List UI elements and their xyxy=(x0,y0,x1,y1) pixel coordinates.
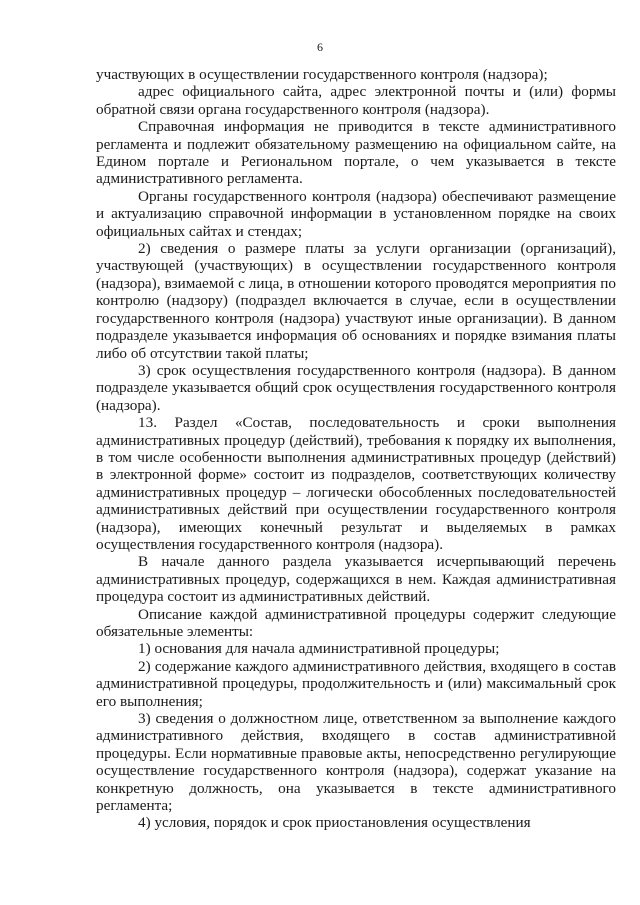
paragraph-info-placement: Органы государственного контроля (надзора) обеспечивают размещение и актуализацию справочной информации в установленном порядке на своих официальных сайтах и стендах; xyxy=(96,187,616,240)
paragraph-reference-info: Справочная информация не приводится в тексте административного регламента и подлежит обязательному размещению на официальном сайте, на Едином портале и Региональном портале, о чем указывается в тексте административного регламента. xyxy=(96,118,616,188)
paragraph-website-address: адрес официального сайта, адрес электронной почты и (или) формы обратной связи органа государственного контроля (надзора). xyxy=(96,83,616,118)
document-body xyxy=(96,66,616,832)
paragraph-element-1: 1) основания для начала административной процедуры; xyxy=(138,640,500,658)
paragraph-item-2-fee: 2) сведения о размере платы за услуги организации (организаций), участвующей (участвующих) в осуществлении государственного контроля (надзора), взимаемой с лица, в отношении которого проводятся мероприятия по контролю (надзору) (подраздел включается в случае, если в осуществлении государственного контроля (надзора) участвуют иные организации). В данном подразделе указывается информация об основаниях и порядке взимания платы либо об отсутствии такой платы; xyxy=(96,240,616,362)
paragraph-procedure-description: Описание каждой административной процедуры содержит следующие обязательные элементы: xyxy=(96,605,616,640)
paragraph-element-3: 3) сведения о должностном лице, ответственном за выполнение каждого административного действия, входящего в состав административной процедуры. Если нормативные правовые акты, непосредственно регулирующие осуществление государственного контроля (надзора), содержат указание на конкретную должность, она указывается в тексте административного регламента; xyxy=(96,710,616,815)
paragraph-element-4: 4) условия, порядок и срок приостановления осуществления xyxy=(138,814,531,832)
paragraph-procedures-list: В начале данного раздела указывается исчерпывающий перечень административных процедур, содержащихся в нем. Каждая административная процедура состоит из административных действий. xyxy=(96,553,616,606)
paragraph-section-13: 13. Раздел «Состав, последовательность и сроки выполнения административных процедур (действий), требования к порядку их выполнения, в том числе особенности выполнения административных процедур (действий) в электронной форме» состоит из подразделов, соответствующих количеству административных процедур – логически обособленных последовательностей административных действий при осуществлении государственного контроля (надзора), имеющих конечный результат и выделяемых в рамках осуществления государственного контроля (надзора). xyxy=(96,414,616,553)
page-number: 6 xyxy=(317,40,323,54)
paragraph-continuation: участвующих в осуществлении государственного контроля (надзора); xyxy=(96,66,548,83)
paragraph-item-3-term: 3) срок осуществления государственного контроля (надзора). В данном подразделе указывается общий срок осуществления государственного контроля (надзора). xyxy=(96,361,616,414)
paragraph-element-2: 2) содержание каждого административного действия, входящего в состав административной процедуры, продолжительность и (или) максимальный срок его выполнения; xyxy=(96,657,616,710)
